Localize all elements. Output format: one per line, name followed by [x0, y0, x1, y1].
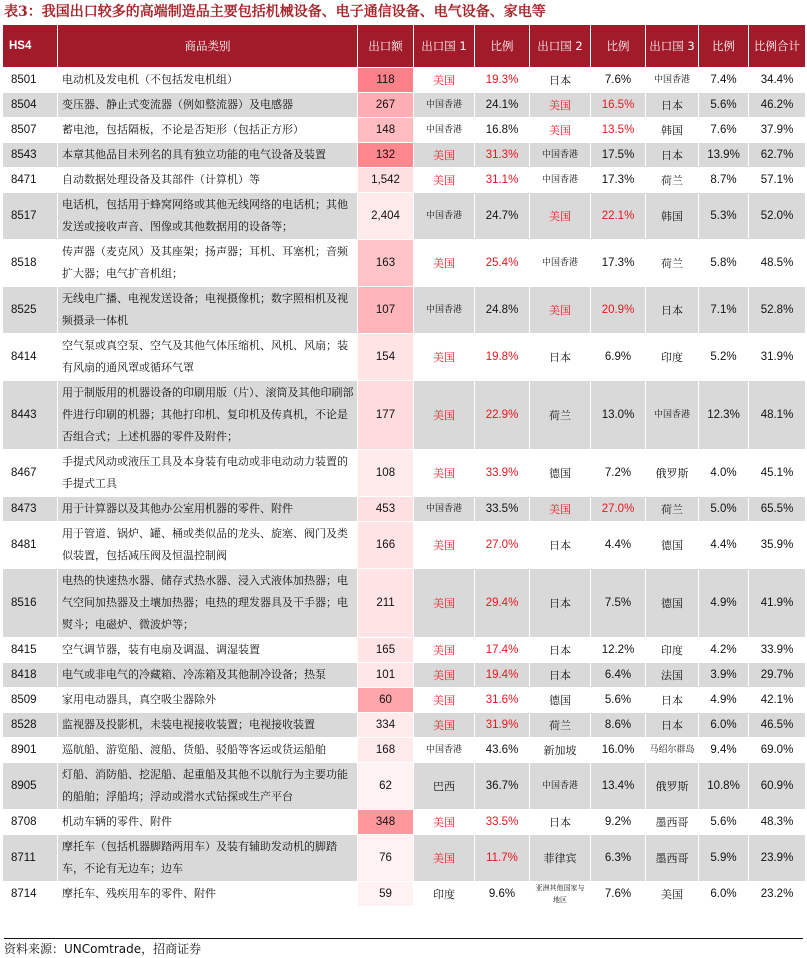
country-1-cell: 中国香港	[414, 497, 475, 522]
country-1-cell: 美国	[414, 168, 475, 193]
ratio-total-cell: 41.9%	[749, 569, 806, 638]
table-row	[3, 143, 806, 168]
ratio-2-cell: 17.3%	[591, 168, 646, 193]
table-row	[3, 688, 806, 713]
category-cell: 空气泵或真空泵、空气及其他气体压缩机、风机、风扇；装有风扇的通风罩或循环气罩	[58, 334, 358, 381]
country-1-cell: 美国	[414, 810, 475, 835]
ratio-1-cell: 24.1%	[475, 93, 530, 118]
country-3-cell: 中国香港	[646, 381, 699, 450]
ratio-total-cell: 46.5%	[749, 713, 806, 738]
ratio-1-cell: 31.3%	[475, 143, 530, 168]
hs-code-cell: 8418	[3, 663, 58, 688]
export-value-cell: 267	[358, 93, 414, 118]
ratio-total-cell: 62.7%	[749, 143, 806, 168]
table-row	[3, 168, 806, 193]
category-cell: 用于管道、锅炉、罐、桶或类似品的龙头、旋塞、阀门及类似装置，包括减压阀及恒温控制阀	[58, 522, 358, 569]
ratio-2-cell: 7.6%	[591, 882, 646, 907]
country-3-cell: 韩国	[646, 193, 699, 240]
country-1-cell: 美国	[414, 835, 475, 882]
country-1-cell: 中国香港	[414, 193, 475, 240]
country-3-cell: 日本	[646, 143, 699, 168]
hs-code-cell: 8473	[3, 497, 58, 522]
ratio-1-cell: 31.1%	[475, 168, 530, 193]
ratio-3-cell: 5.8%	[699, 240, 749, 287]
category-cell: 家用电动器具，真空吸尘器除外	[58, 688, 358, 713]
category-cell: 手提式风动或液压工具及本身装有电动或非电动动力装置的手提式工具	[58, 450, 358, 497]
ratio-3-cell: 12.3%	[699, 381, 749, 450]
ratio-3-cell: 10.8%	[699, 763, 749, 810]
source-note: 资料来源：UNComtrade，招商证券	[4, 938, 803, 957]
export-value-cell: 59	[358, 882, 414, 907]
ratio-3-cell: 7.6%	[699, 118, 749, 143]
hs-code-cell: 8415	[3, 638, 58, 663]
country-1-cell: 美国	[414, 663, 475, 688]
hs-code-cell: 8711	[3, 835, 58, 882]
ratio-1-cell: 22.9%	[475, 381, 530, 450]
ratio-2-cell: 13.0%	[591, 381, 646, 450]
category-cell: 摩托车（包括机器脚踏两用车）及装有辅助发动机的脚踏车，不论有无边车；边车	[58, 835, 358, 882]
ratio-3-cell: 13.9%	[699, 143, 749, 168]
table-row	[3, 240, 806, 287]
country-3-cell: 俄罗斯	[646, 763, 699, 810]
category-cell: 电话机，包括用于蜂窝网络或其他无线网络的电话机；其他发送或接收声音、图像或其他数据用的设备等；	[58, 193, 358, 240]
hs-code-cell: 8901	[3, 738, 58, 763]
ratio-1-cell: 33.5%	[475, 497, 530, 522]
header-country-2: 出口国 2	[530, 25, 591, 68]
country-1-cell: 美国	[414, 143, 475, 168]
export-value-cell: 165	[358, 638, 414, 663]
ratio-total-cell: 60.9%	[749, 763, 806, 810]
ratio-2-cell: 7.5%	[591, 569, 646, 638]
export-value-cell: 211	[358, 569, 414, 638]
ratio-total-cell: 42.1%	[749, 688, 806, 713]
hs-code-cell: 8443	[3, 381, 58, 450]
country-3-cell: 日本	[646, 688, 699, 713]
country-2-cell: 菲律宾	[530, 835, 591, 882]
category-cell: 摩托车、残疾用车的零件、附件	[58, 882, 358, 907]
table-row	[3, 68, 806, 93]
ratio-3-cell: 4.9%	[699, 569, 749, 638]
country-3-cell: 美国	[646, 882, 699, 907]
header-hs4: HS4	[3, 25, 58, 68]
header-ratio-3: 比例	[699, 25, 749, 68]
country-1-cell: 美国	[414, 713, 475, 738]
table-row	[3, 763, 806, 810]
ratio-3-cell: 6.0%	[699, 882, 749, 907]
ratio-2-cell: 6.3%	[591, 835, 646, 882]
country-1-cell: 美国	[414, 381, 475, 450]
category-cell: 机动车辆的零件、附件	[58, 810, 358, 835]
country-1-cell: 美国	[414, 68, 475, 93]
ratio-2-cell: 17.3%	[591, 240, 646, 287]
ratio-1-cell: 16.8%	[475, 118, 530, 143]
ratio-total-cell: 45.1%	[749, 450, 806, 497]
ratio-3-cell: 8.7%	[699, 168, 749, 193]
ratio-2-cell: 13.5%	[591, 118, 646, 143]
export-value-cell: 1,542	[358, 168, 414, 193]
ratio-2-cell: 16.0%	[591, 738, 646, 763]
country-3-cell: 日本	[646, 287, 699, 334]
ratio-3-cell: 4.0%	[699, 450, 749, 497]
hs-code-cell: 8525	[3, 287, 58, 334]
category-cell: 无线电广播、电视发送设备；电视摄像机；数字照相机及视频摄录一体机	[58, 287, 358, 334]
country-1-cell: 中国香港	[414, 738, 475, 763]
export-value-cell: 453	[358, 497, 414, 522]
ratio-2-cell: 6.4%	[591, 663, 646, 688]
hs-code-cell: 8481	[3, 522, 58, 569]
country-3-cell: 日本	[646, 93, 699, 118]
country-1-cell: 美国	[414, 569, 475, 638]
ratio-2-cell: 7.6%	[591, 68, 646, 93]
ratio-total-cell: 37.9%	[749, 118, 806, 143]
country-1-cell: 美国	[414, 334, 475, 381]
country-3-cell: 法国	[646, 663, 699, 688]
country-3-cell: 荷兰	[646, 240, 699, 287]
table-row	[3, 93, 806, 118]
hs-code-cell: 8414	[3, 334, 58, 381]
country-1-cell: 美国	[414, 450, 475, 497]
ratio-1-cell: 31.6%	[475, 688, 530, 713]
export-value-cell: 101	[358, 663, 414, 688]
ratio-3-cell: 5.6%	[699, 93, 749, 118]
hs-code-cell: 8471	[3, 168, 58, 193]
category-cell: 本章其他品目未列名的具有独立功能的电气设备及装置	[58, 143, 358, 168]
ratio-3-cell: 5.2%	[699, 334, 749, 381]
country-2-cell: 日本	[530, 68, 591, 93]
ratio-total-cell: 34.4%	[749, 68, 806, 93]
table-row	[3, 882, 806, 907]
ratio-total-cell: 23.9%	[749, 835, 806, 882]
country-3-cell: 日本	[646, 713, 699, 738]
ratio-3-cell: 5.3%	[699, 193, 749, 240]
ratio-2-cell: 17.5%	[591, 143, 646, 168]
ratio-3-cell: 3.9%	[699, 663, 749, 688]
header-export: 出口额	[358, 25, 414, 68]
country-1-cell: 美国	[414, 688, 475, 713]
country-3-cell: 荷兰	[646, 168, 699, 193]
table-row	[3, 450, 806, 497]
ratio-2-cell: 5.6%	[591, 688, 646, 713]
hs-code-cell: 8467	[3, 450, 58, 497]
header-row	[3, 25, 806, 68]
export-value-cell: 132	[358, 143, 414, 168]
country-1-cell: 美国	[414, 240, 475, 287]
ratio-2-cell: 22.1%	[591, 193, 646, 240]
ratio-2-cell: 4.4%	[591, 522, 646, 569]
hs-code-cell: 8708	[3, 810, 58, 835]
country-2-cell: 荷兰	[530, 713, 591, 738]
table-row	[3, 810, 806, 835]
ratio-1-cell: 24.8%	[475, 287, 530, 334]
ratio-2-cell: 12.2%	[591, 638, 646, 663]
ratio-total-cell: 29.7%	[749, 663, 806, 688]
ratio-total-cell: 48.1%	[749, 381, 806, 450]
ratio-total-cell: 35.9%	[749, 522, 806, 569]
ratio-3-cell: 7.4%	[699, 68, 749, 93]
ratio-2-cell: 16.5%	[591, 93, 646, 118]
export-value-cell: 168	[358, 738, 414, 763]
country-2-cell: 日本	[530, 334, 591, 381]
category-cell: 传声器（麦克风）及其座架；扬声器；耳机、耳塞机；音频扩大器；电气扩音机组；	[58, 240, 358, 287]
hs-code-cell: 8509	[3, 688, 58, 713]
header-ratio-total: 比例合计	[749, 25, 806, 68]
ratio-2-cell: 13.4%	[591, 763, 646, 810]
table-row	[3, 738, 806, 763]
category-cell: 蓄电池，包括隔板，不论是否矩形（包括正方形）	[58, 118, 358, 143]
ratio-3-cell: 4.9%	[699, 688, 749, 713]
country-2-cell: 日本	[530, 810, 591, 835]
ratio-total-cell: 65.5%	[749, 497, 806, 522]
country-3-cell: 马绍尔群岛	[646, 738, 699, 763]
country-3-cell: 印度	[646, 334, 699, 381]
header-category: 商品类别	[58, 25, 358, 68]
ratio-2-cell: 8.6%	[591, 713, 646, 738]
hs-code-cell: 8543	[3, 143, 58, 168]
ratio-1-cell: 25.4%	[475, 240, 530, 287]
ratio-2-cell: 6.9%	[591, 334, 646, 381]
table-row	[3, 713, 806, 738]
ratio-1-cell: 27.0%	[475, 522, 530, 569]
category-cell: 用于制版用的机器设备的印刷用版（片）、滚筒及其他印刷部件进行印刷的机器；其他打印机、复印机及传真机，不论是否组合式；上述机器的零件及附件；	[58, 381, 358, 450]
country-2-cell: 中国香港	[530, 240, 591, 287]
table-row	[3, 193, 806, 240]
country-2-cell: 中国香港	[530, 143, 591, 168]
country-2-cell: 日本	[530, 522, 591, 569]
country-3-cell: 俄罗斯	[646, 450, 699, 497]
header-ratio-1: 比例	[475, 25, 530, 68]
table-row	[3, 287, 806, 334]
country-3-cell: 德国	[646, 522, 699, 569]
ratio-total-cell: 48.3%	[749, 810, 806, 835]
category-cell: 电热的快速热水器、储存式热水器、浸入式液体加热器；电气空间加热器及土壤加热器；电热的理发器具及干手器；电熨斗；电磁炉、微波炉等；	[58, 569, 358, 638]
export-value-cell: 148	[358, 118, 414, 143]
export-value-cell: 166	[358, 522, 414, 569]
category-cell: 巡航船、游览船、渡船、货船、驳船等客运或货运船舶	[58, 738, 358, 763]
country-1-cell: 美国	[414, 638, 475, 663]
country-3-cell: 韩国	[646, 118, 699, 143]
category-cell: 自动数据处理设备及其部件（计算机）等	[58, 168, 358, 193]
hs-code-cell: 8501	[3, 68, 58, 93]
ratio-total-cell: 23.2%	[749, 882, 806, 907]
category-cell: 用于计算器以及其他办公室用机器的零件、附件	[58, 497, 358, 522]
country-3-cell: 墨西哥	[646, 810, 699, 835]
ratio-total-cell: 46.2%	[749, 93, 806, 118]
ratio-1-cell: 11.7%	[475, 835, 530, 882]
export-value-cell: 118	[358, 68, 414, 93]
country-2-cell: 美国	[530, 193, 591, 240]
ratio-2-cell: 20.9%	[591, 287, 646, 334]
country-2-cell: 美国	[530, 497, 591, 522]
ratio-3-cell: 9.4%	[699, 738, 749, 763]
table-row	[3, 381, 806, 450]
country-2-cell: 美国	[530, 287, 591, 334]
country-2-cell: 亚洲其他国家与地区	[530, 882, 591, 907]
hs-code-cell: 8528	[3, 713, 58, 738]
country-2-cell: 中国香港	[530, 168, 591, 193]
table-row	[3, 638, 806, 663]
ratio-3-cell: 4.2%	[699, 638, 749, 663]
ratio-1-cell: 19.8%	[475, 334, 530, 381]
ratio-1-cell: 19.4%	[475, 663, 530, 688]
export-value-cell: 76	[358, 835, 414, 882]
country-1-cell: 中国香港	[414, 118, 475, 143]
ratio-2-cell: 7.2%	[591, 450, 646, 497]
country-1-cell: 巴西	[414, 763, 475, 810]
ratio-total-cell: 33.9%	[749, 638, 806, 663]
country-3-cell: 荷兰	[646, 497, 699, 522]
hs-code-cell: 8517	[3, 193, 58, 240]
ratio-1-cell: 24.7%	[475, 193, 530, 240]
header-ratio-2: 比例	[591, 25, 646, 68]
table-row	[3, 118, 806, 143]
ratio-1-cell: 33.9%	[475, 450, 530, 497]
country-1-cell: 印度	[414, 882, 475, 907]
export-value-cell: 107	[358, 287, 414, 334]
table-row	[3, 835, 806, 882]
country-3-cell: 印度	[646, 638, 699, 663]
export-value-cell: 108	[358, 450, 414, 497]
table-row	[3, 522, 806, 569]
ratio-1-cell: 29.4%	[475, 569, 530, 638]
country-2-cell: 新加坡	[530, 738, 591, 763]
export-value-cell: 62	[358, 763, 414, 810]
export-value-cell: 348	[358, 810, 414, 835]
ratio-3-cell: 5.6%	[699, 810, 749, 835]
export-value-cell: 2,404	[358, 193, 414, 240]
ratio-1-cell: 19.3%	[475, 68, 530, 93]
country-1-cell: 美国	[414, 522, 475, 569]
hs-code-cell: 8507	[3, 118, 58, 143]
ratio-total-cell: 57.1%	[749, 168, 806, 193]
ratio-3-cell: 6.0%	[699, 713, 749, 738]
country-2-cell: 德国	[530, 688, 591, 713]
ratio-2-cell: 27.0%	[591, 497, 646, 522]
export-value-cell: 163	[358, 240, 414, 287]
ratio-1-cell: 9.6%	[475, 882, 530, 907]
country-2-cell: 美国	[530, 118, 591, 143]
country-2-cell: 中国香港	[530, 763, 591, 810]
country-2-cell: 日本	[530, 638, 591, 663]
country-2-cell: 美国	[530, 93, 591, 118]
header-country-1: 出口国 1	[414, 25, 475, 68]
ratio-total-cell: 48.5%	[749, 240, 806, 287]
ratio-1-cell: 43.6%	[475, 738, 530, 763]
header-country-3: 出口国 3	[646, 25, 699, 68]
table-row	[3, 334, 806, 381]
ratio-1-cell: 31.9%	[475, 713, 530, 738]
category-cell: 监视器及投影机，未装电视接收装置；电视接收装置	[58, 713, 358, 738]
table-row	[3, 569, 806, 638]
country-1-cell: 中国香港	[414, 287, 475, 334]
ratio-total-cell: 69.0%	[749, 738, 806, 763]
category-cell: 变压器、静止式变流器（例如整流器）及电感器	[58, 93, 358, 118]
table-row	[3, 497, 806, 522]
country-2-cell: 日本	[530, 569, 591, 638]
hs-code-cell: 8518	[3, 240, 58, 287]
ratio-total-cell: 52.8%	[749, 287, 806, 334]
category-cell: 电动机及发电机（不包括发电机组）	[58, 68, 358, 93]
ratio-3-cell: 7.1%	[699, 287, 749, 334]
ratio-1-cell: 33.5%	[475, 810, 530, 835]
hs-code-cell: 8504	[3, 93, 58, 118]
export-value-cell: 334	[358, 713, 414, 738]
table-row	[3, 663, 806, 688]
table-title: 表3：我国出口较多的高端制造品主要包括机械设备、电子通信设备、电气设备、家电等	[4, 4, 546, 20]
ratio-3-cell: 4.4%	[699, 522, 749, 569]
ratio-total-cell: 31.9%	[749, 334, 806, 381]
ratio-1-cell: 17.4%	[475, 638, 530, 663]
ratio-3-cell: 5.0%	[699, 497, 749, 522]
country-2-cell: 荷兰	[530, 381, 591, 450]
country-1-cell: 中国香港	[414, 93, 475, 118]
hs-code-cell: 8714	[3, 882, 58, 907]
country-2-cell: 日本	[530, 663, 591, 688]
export-value-cell: 60	[358, 688, 414, 713]
hs-code-cell: 8905	[3, 763, 58, 810]
ratio-total-cell: 52.0%	[749, 193, 806, 240]
ratio-1-cell: 36.7%	[475, 763, 530, 810]
category-cell: 空气调节器，装有电扇及调温、调湿装置	[58, 638, 358, 663]
hs-code-cell: 8516	[3, 569, 58, 638]
category-cell: 电气或非电气的冷藏箱、冷冻箱及其他制冷设备；热泵	[58, 663, 358, 688]
export-value-cell: 177	[358, 381, 414, 450]
ratio-2-cell: 9.2%	[591, 810, 646, 835]
export-table	[2, 24, 806, 907]
category-cell: 灯船、消防船、挖泥船、起重船及其他不以航行为主要功能的船舶；浮船坞；浮动或潜水式钻探或生产平台	[58, 763, 358, 810]
country-3-cell: 中国香港	[646, 68, 699, 93]
export-value-cell: 154	[358, 334, 414, 381]
ratio-3-cell: 5.9%	[699, 835, 749, 882]
country-3-cell: 德国	[646, 569, 699, 638]
country-3-cell: 墨西哥	[646, 835, 699, 882]
country-2-cell: 德国	[530, 450, 591, 497]
